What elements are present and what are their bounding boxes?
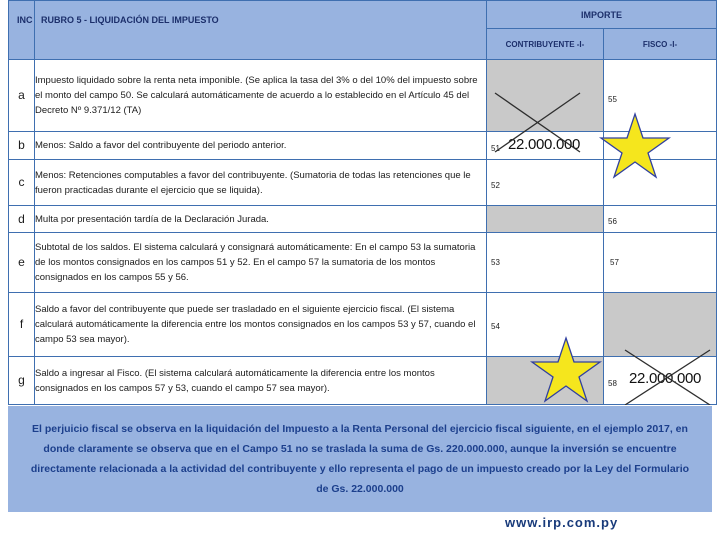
contribuyente-cell[interactable]: [487, 206, 604, 233]
fisco-cell[interactable]: [604, 206, 717, 233]
contribuyente-cell[interactable]: [487, 160, 604, 206]
note-text: El perjuicio fiscal se observa en la liquidación del Impuesto a la Renta Personal del ejercicio fiscal siguiente, en el ejemplo 2017, en donde claramente se observa que en el Campo 51 no se traslada la suma de Gs. 220.000.000, aunque la inversión se encuentre directamente relacionada a la actividad del contribuyente y ello representa el pago de un impuesto creado por la Ley del Formulario de Gs. 22.000.000: [30, 423, 690, 495]
row-description: Multa por presentación tardía de la Declaración Jurada.: [35, 206, 487, 233]
header-fisco: FISCO -I-: [604, 29, 717, 60]
field-code: 52: [491, 181, 500, 190]
contribuyente-cell[interactable]: [487, 357, 604, 405]
amount-value: 22.000.000: [629, 370, 702, 387]
contribuyente-cell[interactable]: [487, 233, 604, 293]
amount-value: 22.000.000: [508, 136, 581, 153]
fisco-cell[interactable]: [604, 233, 717, 293]
row-letter: c: [9, 160, 35, 206]
row-letter: a: [9, 60, 35, 132]
fisco-cell[interactable]: [604, 357, 717, 405]
table-row: [9, 132, 717, 160]
field-code: 53: [491, 258, 500, 267]
header-rubro: RUBRO 5 - LIQUIDACIÓN DEL IMPUESTO: [35, 1, 487, 60]
field-code: 55: [608, 95, 617, 104]
form-table-container: [8, 0, 716, 405]
liquidation-table: [8, 0, 717, 405]
contribuyente-cell[interactable]: [487, 132, 604, 160]
contribuyente-cell[interactable]: [487, 60, 604, 132]
field-code: 57: [610, 258, 619, 267]
row-description: Menos: Retenciones computables a favor del contribuyente. (Sumatoria de todas las retenciones que le fueron practicadas durante el ejercicio que se liquida).: [35, 160, 487, 206]
row-description: Saldo a favor del contribuyente que puede ser trasladado en el siguiente ejercicio fiscal. (El sistema calculará automáticamente la diferencia entre los montos consignados en los campos 53 y 57, cuando el campo 53 sea mayor).: [35, 293, 487, 357]
row-letter: b: [9, 132, 35, 160]
row-description: Subtotal de los saldos. El sistema calculará y consignará automáticamente: En el campo 53 la sumatoria de los montos consignados en los campos 51 y 52. En el campo 57 la sumatoria de los montos consignados en los campos 55 y 56.: [35, 233, 487, 293]
row-description: Saldo a ingresar al Fisco. (El sistema calculará automáticamente la diferencia entre los montos consignados en los campos 57 y 53, cuando el campo 57 sea mayor).: [35, 357, 487, 405]
contribuyente-cell[interactable]: [487, 293, 604, 357]
table-row: [9, 206, 717, 233]
explanation-note: [8, 406, 712, 512]
fisco-cell[interactable]: [604, 160, 717, 206]
field-code: 51: [491, 144, 500, 153]
row-description: Impuesto liquidado sobre la renta neta imponible. (Se aplica la tasa del 3% o del 10% del impuesto sobre el monto del campo 50. Se calculará automáticamente de acuerdo a lo establecido en el Artículo 45 del Decreto Nº 9.371/12 (TA): [35, 60, 487, 132]
row-letter: g: [9, 357, 35, 405]
field-code: 54: [491, 322, 500, 331]
header-inc: INC: [9, 1, 35, 60]
header-contribuyente: CONTRIBUYENTE -I-: [487, 29, 604, 60]
table-row: [9, 293, 717, 357]
header-importe: IMPORTE: [487, 1, 717, 29]
row-letter: e: [9, 233, 35, 293]
table-row: [9, 160, 717, 206]
table-row: [9, 60, 717, 132]
fisco-cell[interactable]: [604, 132, 717, 160]
row-description: Menos: Saldo a favor del contribuyente del periodo anterior.: [35, 132, 487, 160]
row-letter: d: [9, 206, 35, 233]
fisco-cell[interactable]: [604, 60, 717, 132]
website-url[interactable]: www.irp.com.py: [505, 515, 619, 530]
table-row: [9, 233, 717, 293]
field-code: 58: [608, 379, 617, 388]
table-row: [9, 357, 717, 405]
field-code: 56: [608, 217, 617, 226]
fisco-cell[interactable]: [604, 293, 717, 357]
row-letter: f: [9, 293, 35, 357]
